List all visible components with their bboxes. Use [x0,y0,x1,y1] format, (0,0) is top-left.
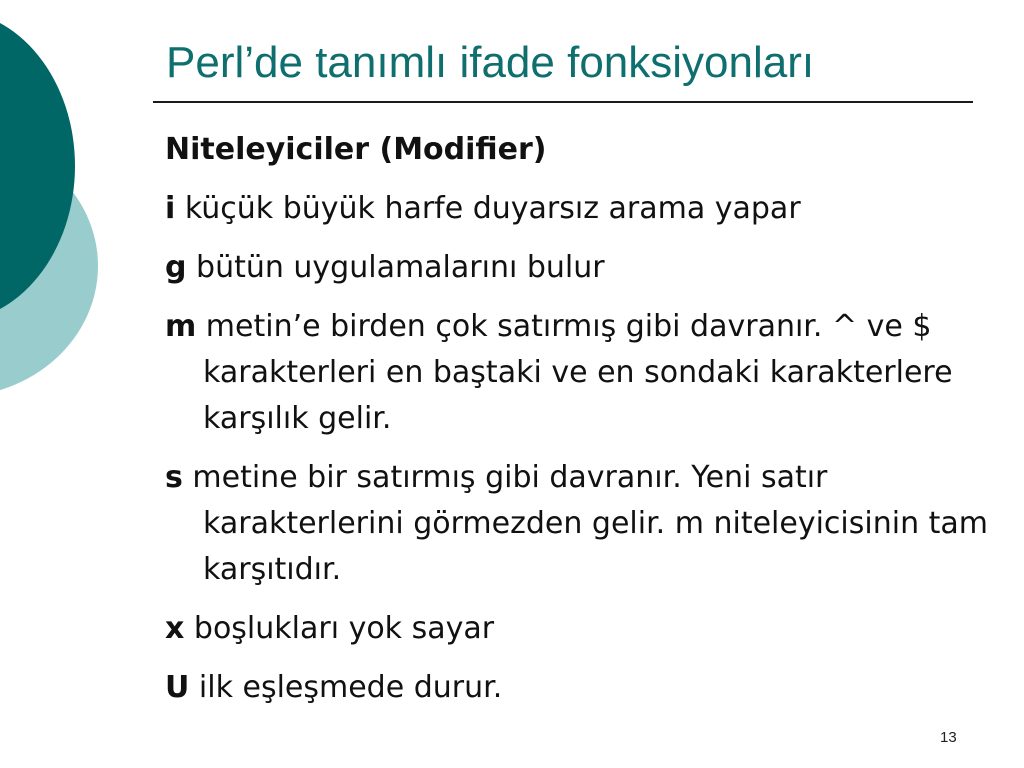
modifier-key: s [165,460,183,495]
modifier-key: U [165,670,190,705]
modifier-description: küçük büyük harfe duyarsız arama yapar [175,191,801,226]
modifier-description: bütün uygulamalarını bulur [186,250,605,285]
modifier-item-m [165,304,1005,442]
modifier-item-i [165,186,1005,232]
title-divider [153,101,973,103]
heading-text: Niteleyiciler (Modifier) [165,132,547,167]
modifier-item-s [165,455,1005,593]
modifier-description: boşlukları yok sayar [184,611,495,646]
modifier-item-u [165,665,1005,711]
modifier-key: g [165,250,187,285]
modifier-item-g [165,245,1005,291]
modifier-description: metin’e birden çok satırmış gibi davranır. ^ ve $ karakterleri en baştaki ve en sondaki karakterlere karşılık gelir. [196,309,953,436]
modifier-description: metine bir satırmış gibi davranır. Yeni satır karakterlerini görmezden gelir. m niteleyicisinin tam karşıtıdır. [182,460,988,587]
page-number: 13 [940,729,957,746]
slide-content [165,127,1005,724]
modifier-item-x [165,606,1005,652]
modifier-description: ilk eşleşmede durur. [189,670,503,705]
modifiers-heading [165,127,1005,173]
modifier-key: i [165,191,176,226]
modifier-key: x [165,611,185,646]
slide-title: Perl’de tanımlı ifade fonksiyonları [166,38,815,87]
modifier-key: m [165,309,197,344]
